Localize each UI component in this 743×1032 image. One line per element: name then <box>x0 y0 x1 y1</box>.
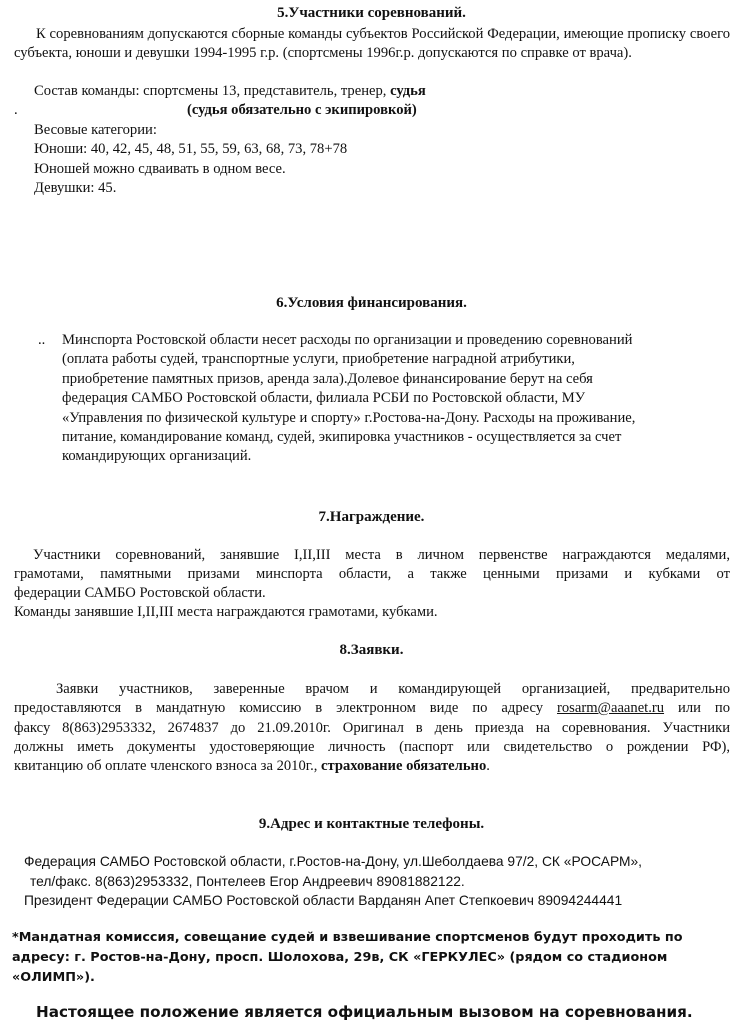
s6-line: федерация САМБО Ростовской области, филиала РСБИ по Ростовской области, МУ <box>62 390 586 407</box>
venue-notice <box>12 928 683 988</box>
s8-line-5-end: . <box>486 758 490 774</box>
team-composition-text: Состав команды: спортсмены 13, представитель, тренер, <box>34 83 387 99</box>
girls-weights: Девушки: 45. <box>34 180 117 196</box>
section-5-paragraph <box>14 25 730 62</box>
venue-notice-line: «ОЛИМП»). <box>12 970 95 985</box>
s8-line-4: должны иметь документы удостоверяющие личность (паспорт или свидетельство о рождении РФ), <box>14 739 730 755</box>
bullet-dot: . <box>14 102 18 118</box>
venue-notice-line: *Мандатная комиссия, совещание судей и взвешивание спортсменов будут проходить по <box>12 930 683 945</box>
venue-notice-line: адресу: г. Ростов-на-Дону, просп. Шолохова, 29в, СК «ГЕРКУЛЕС» (рядом со стадионом <box>12 950 668 965</box>
s6-line: (оплата работы судей, транспортные услуги, приобретение наградной атрибутики, <box>62 351 575 368</box>
bullet-dots: .. <box>38 332 46 348</box>
section-6-paragraph <box>62 331 732 467</box>
weight-categories-label: Весовые категории: <box>34 122 157 138</box>
section-7-heading: 7.Награждение. <box>318 509 425 525</box>
s6-line: питание, командирование команд, судей, экипировка участников - осуществляется за счет <box>62 429 622 446</box>
contact-president: Президент Федерации САМБО Ростовской области Варданян Апет Степкоевич 89094244441 <box>24 893 623 908</box>
s8-line-2 <box>14 699 730 718</box>
s8-line-1: Заявки участников, заверенные врачом и командирующей организацией, предварительно <box>56 681 730 697</box>
s6-line: «Управления по физической культуре и спорту» г.Ростова-на-Дону. Расходы на проживание, <box>62 409 636 426</box>
s8-line-5-text: квитанцию об оплате членского взноса за 2010г., <box>14 758 318 774</box>
section-6-heading: 6.Условия финансирования. <box>276 295 467 311</box>
s8-line-2-suffix: или по <box>678 700 730 716</box>
s5-line-1: К соревнованиям допускаются сборные команды субъектов Российской Федерации, имеющие <box>36 26 624 42</box>
s7-line-1: Участники соревнований, занявшие I,II,III места в личном первенстве награждаются медалями, <box>33 547 730 563</box>
judge-equipment-note: (судья обязательно с экипировкой) <box>187 102 417 118</box>
boys-note: Юношей можно сдваивать в одном весе. <box>34 161 286 177</box>
s5-line-2: прописку своего субъекта, юноши и девушки 1994-1995 г.р. (спортсмены 1996г.р. допускаются по <box>14 26 730 61</box>
insurance-required: страхование обязательно <box>321 758 487 774</box>
section-5-heading: 5.Участники соревнований. <box>277 5 466 21</box>
s8-line-2-text: предоставляются в мандатную комиссию в электронном виде по адресу <box>14 700 544 716</box>
section-9-heading: 9.Адрес и контактные телефоны. <box>258 816 485 832</box>
s7-line-4: Команды занявшие I,II,III места награждаются грамотами, кубками. <box>14 604 438 620</box>
s7-line-3: федерации САМБО Ростовской области. <box>14 585 266 601</box>
s7-line-2: грамотами, памятными призами минспорта области, а также ценными призами и кубками от <box>14 566 730 582</box>
s6-line: командирующих организаций. <box>62 448 252 465</box>
contact-federation: Федерация САМБО Ростовской области, г.Ростов-на-Дону, ул.Шеболдаева 97/2, СК «РОСАРМ», <box>24 854 642 869</box>
s6-line: приобретение памятных призов, аренда зала).Долевое финансирование берут на себя <box>62 370 593 387</box>
contacts-block <box>24 852 642 911</box>
email-link[interactable]: rosarm@aaanet.ru <box>557 700 665 716</box>
s5-line-3: справке от врача). <box>520 44 632 61</box>
boys-weights: Юноши: 40, 42, 45, 48, 51, 55, 59, 63, 68, 73, 78+78 <box>34 141 348 157</box>
s8-line-5 <box>14 757 490 776</box>
s8-line-3: факсу 8(863)2953332, 2674837 до 21.09.2010г. Оригинал в день приезда на соревнования. Участники <box>14 720 730 736</box>
official-invitation-footer: Настоящее положение является официальным вызовом на соревнования. <box>36 1003 693 1021</box>
section-8-heading: 8.Заявки. <box>339 642 404 658</box>
s6-line: Минспорта Ростовской области несет расходы по организации и проведению соревнований <box>62 332 633 348</box>
team-judge-bold: судья <box>390 83 426 99</box>
team-composition <box>34 82 426 101</box>
contact-phone: тел/факс. 8(863)2953332, Понтелеев Егор Андреевич 89081882122. <box>30 873 465 889</box>
